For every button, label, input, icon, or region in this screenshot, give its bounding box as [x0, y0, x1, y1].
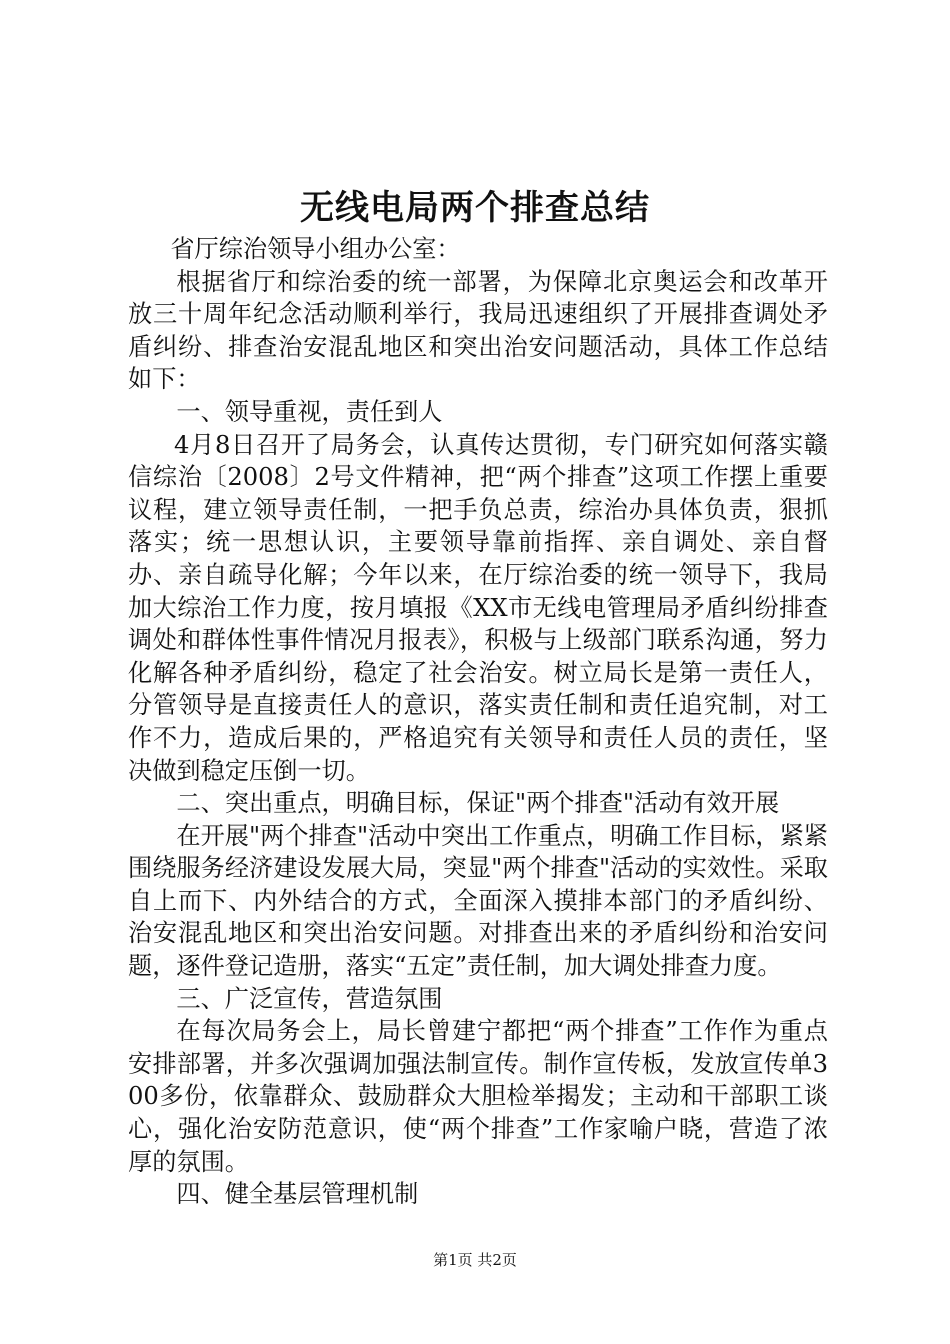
section-heading-4: 四、健全基层管理机制	[176, 1180, 419, 1209]
section-heading-3: 三、广泛宣传，营造氛围	[176, 984, 443, 1013]
page-footer: 第1页 共2页	[433, 1251, 517, 1269]
section-paragraph-3: 在每次局务会上，局长曾建宁都把“两个排查”工作作为重点安排部署，并多次强调加强法制宣传。制作宣传板，发放宣传单300多份，依靠群众、鼓励群众大胆检举揭发；主动和干部职工谈心，强化治安防范意识，使“两个排查”工作家喻户晓，营造了浓厚的氛围。	[128, 1017, 828, 1176]
document-title: 无线电局两个排查总结	[300, 188, 650, 228]
section-heading-1: 一、领导重视，责任到人	[176, 397, 443, 426]
section-paragraph-1: 4月8日召开了局务会，认真传达贯彻，专门研究如何落实赣信综治〔2008〕2号文件精神，把“两个排查”这项工作摆上重要议程，建立领导责任制，一把手负总责，综治办具体负责，狠抓落实；统一思想认识，主要领导靠前指挥、亲自调处、亲自督办、亲自疏导化解；今年以来，在厅综治委的统一领导下，我局加大综治工作力度，按月填报《XX市无线电管理局矛盾纠纷排查调处和群体性事件情况月报表》，积极与上级部门联系沟通，努力化解各种矛盾纠纷，稳定了社会治安。树立局长是第一责任人，分管领导是直接责任人的意识，落实责任制和责任追究制，对工作不力，造成后果的，严格追究有关领导和责任人员的责任，坚决做到稳定压倒一切。	[128, 430, 828, 785]
intro-paragraph: 根据省厅和综治委的统一部署，为保障北京奥运会和改革开放三十周年纪念活动顺利举行，我局迅速组织了开展排查调处矛盾纠纷、排查治安混乱地区和突出治安问题活动，具体工作总结如下：	[128, 267, 828, 394]
section-paragraph-2: 在开展"两个排查"活动中突出工作重点，明确工作目标，紧紧围绕服务经济建设发展大局，突显"两个排查"活动的实效性。采取自上而下、内外结合的方式，全面深入摸排本部门的矛盾纠纷、治安混乱地区和突出治安问题。对排查出来的矛盾纠纷和治安问题，逐件登记造册，落实“五定”责任制，加大调处排查力度。	[128, 821, 828, 981]
section-heading-2: 二、突出重点，明确目标，保证"两个排查"活动有效开展	[176, 789, 780, 818]
salutation: 省厅综治领导小组办公室：	[170, 235, 461, 263]
document-body	[128, 233, 828, 1211]
